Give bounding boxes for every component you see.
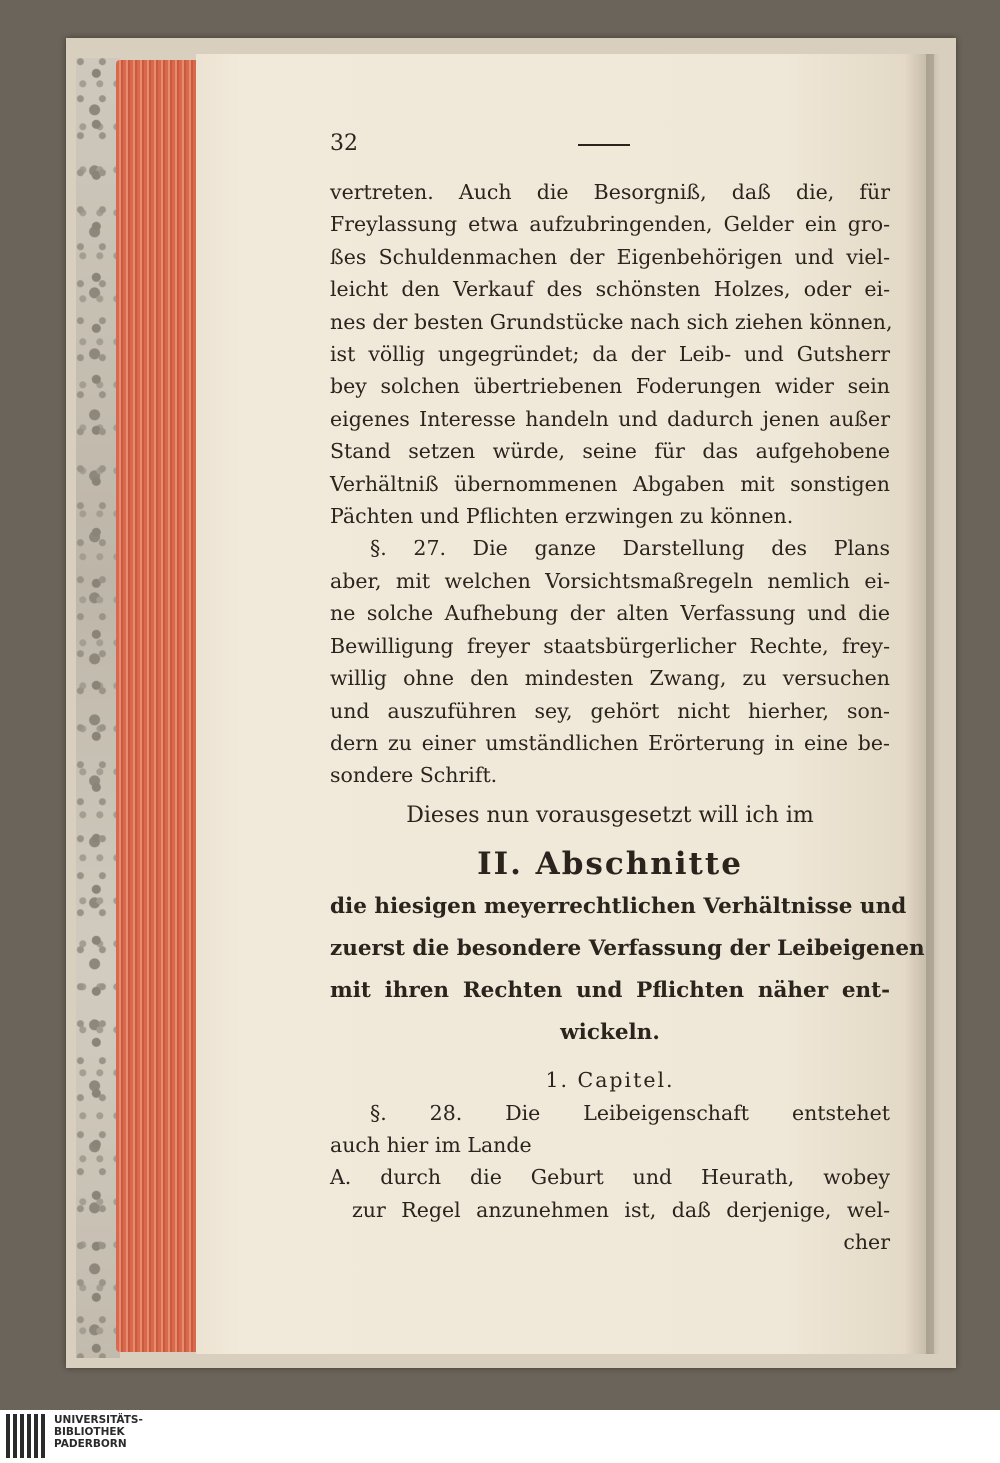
logo-line: PADERBORN [54,1438,127,1450]
text-line: vertreten. Auch die Besorgniß, daß die, für [330,180,890,204]
paragraph-27 [330,532,890,791]
text-line: ßes Schuldenmachen der Eigenbehörigen und viel- [330,244,890,269]
head-rule [578,144,630,146]
text-line: und auszuführen sey, gehört nicht hierher, son- [330,698,890,723]
red-page-edges [116,60,206,1352]
text-line: Freylassung etwa aufzubringenden, Gelder ein gro- [330,212,890,237]
library-logo-icon [6,1414,48,1458]
text-line: leicht den Verkauf des schönsten Holzes, oder ei- [330,277,890,302]
text-line: dern zu einer umständlichen Erörterung in eine be- [330,730,890,755]
text-line: wickeln. [560,1020,660,1046]
text-line: auch hier im Lande [330,1132,532,1157]
text-line: sondere Schrift. [330,763,498,788]
chapter-heading: 1. Capitel. [545,1068,675,1093]
text-line: ne solche Aufhebung der alten Verfassung und die [330,601,890,626]
text-line: mit ihren Rechten und Pflichten näher ent- [330,978,890,1004]
text-line: zur Regel anzunehmen ist, daß derjenige, wel- [352,1197,890,1222]
text-line: Stand setzen würde, seine für das aufgehobene [330,439,890,464]
section-heading: II. Abschnitte [477,846,743,883]
text-line: Pächten und Pflichten erzwingen zu können. [330,504,794,529]
transition-line: Dieses nun vorausgesetzt will ich im [406,802,814,828]
text-line: A. durch die Geburt und Heurath, wobey [330,1165,890,1190]
library-logo-text [54,1414,143,1450]
paragraph-28 [330,1097,890,1259]
spine-shadow [926,54,940,1354]
page-text [330,120,925,1259]
text-line: aber, mit welchen Vorsichtsmaßregeln nemlich ei- [330,568,890,593]
logo-line: UNIVERSITÄTS- [54,1414,143,1426]
text-line: nes der besten Grundstücke nach sich ziehen können, [330,309,893,334]
text-line: bey solchen übertriebenen Foderungen wider sein [330,374,890,399]
running-head [330,120,890,176]
page-number: 32 [330,131,358,156]
logo-line: BIBLIOTHEK [54,1426,125,1438]
text-line: Verhältniß übernommenen Abgaben mit sonstigen [330,471,890,496]
text-line: ist völlig ungegründet; da der Leib- und Gutsherr [330,342,890,367]
text-line: eigenes Interesse handeln und dadurch jenen außer [330,406,890,431]
text-line: zuerst die besondere Verfassung der Leibeigenen [330,936,925,962]
marbled-cover-edge [76,58,120,1358]
text-line: die hiesigen meyerrechtlichen Verhältnisse und [330,894,907,920]
footer-bar [0,1410,1000,1463]
text-line: willig ohne den mindesten Zwang, zu versuchen [330,666,890,691]
text-line: Bewilligung freyer staatsbürgerlicher Rechte, frey- [330,633,890,658]
text-line: §. 27. Die ganze Darstellung des Plans [370,536,890,561]
paragraph-continuation [330,176,893,532]
text-line: §. 28. Die Leibeigenschaft entstehet [370,1100,890,1125]
catchword: cher [843,1230,890,1255]
section-description [330,886,925,1054]
